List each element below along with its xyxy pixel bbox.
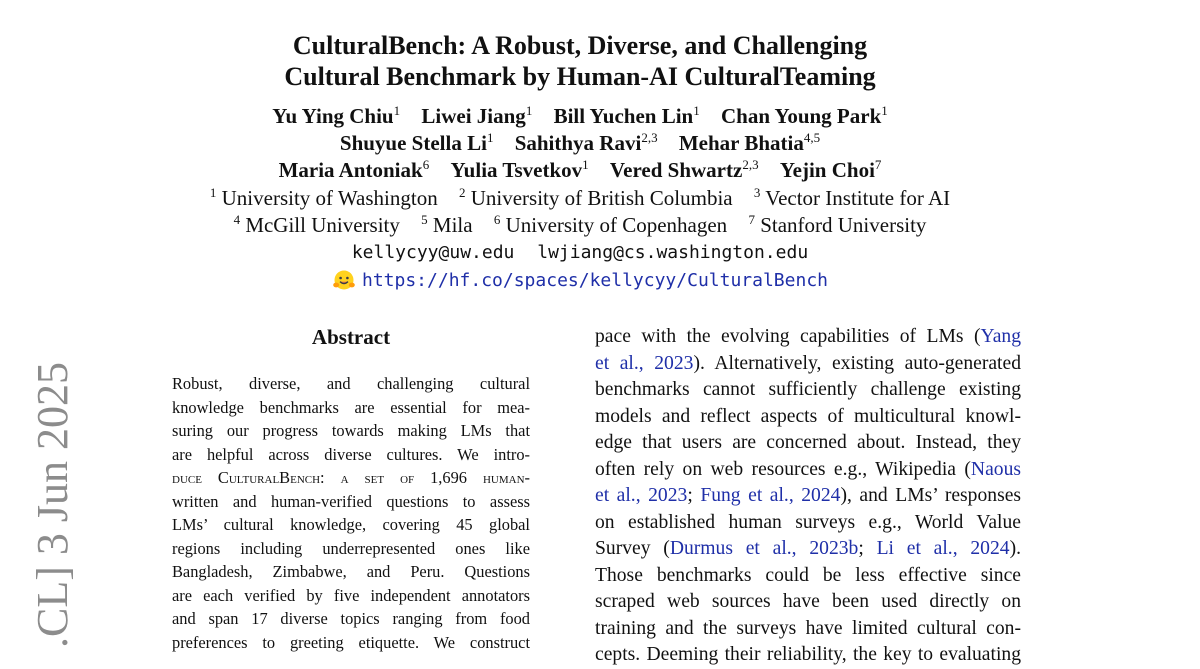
title-line-2: Cultural Benchmark by Human-AI CulturalTeaming [284,62,876,91]
abstract-line: regions including underrepresented ones like [172,538,530,558]
affiliation: $^2$ University of British Columbia [458,185,733,210]
abstract-line: written and human-verified questions to assess [172,491,530,511]
body-line: cepts. Deeming their reliability, the key to evaluating [595,644,1021,665]
contact-emails [0,241,1160,265]
author: Yejin Choi$^7$ [779,157,882,182]
affiliation: $^1$ University of Washington [209,185,438,210]
body-line: pace with the evolving capabilities of LMs (Yang [595,326,1021,347]
author: Mehar Bhatia$^{4,5}$ [678,130,821,155]
abstract-line: Robust, diverse, and challenging cultural [172,374,530,393]
author: Liwei Jiang$^1$ [421,103,533,128]
paper-title [0,30,1160,92]
abstract-line: are helpful across diverse cultures. We intro- [172,444,530,464]
citation-link[interactable]: Fung et al., 2024 [700,485,841,506]
affiliation: $^6$ University of Copenhagen [493,212,728,237]
author-row [0,157,1160,184]
project-url-link[interactable]: https://hf.co/spaces/kellycyy/CulturalBench [362,270,828,291]
affiliation-row [0,212,1160,239]
citation-link[interactable]: et al., 2023 [595,352,694,374]
author-list [0,103,1160,184]
author: Chan Young Park$^1$ [720,103,888,128]
author: Maria Antoniak$^6$ [278,157,430,182]
body-line: models and reflect aspects of multicultural knowl- [595,405,1021,427]
title-line-1: CulturalBench: A Robust, Diverse, and Challenging [292,31,868,60]
abstract-heading: Abstract [311,325,391,349]
body-line: benchmarks cannot sufficiently challenge existing [595,379,1021,400]
body-line: Those benchmarks could be less effective since [595,564,1021,586]
author: Vered Shwartz$^{2,3}$ [609,157,759,182]
body-line: often rely on web resources e.g., Wikipedia (Naous [595,458,1021,480]
citation-link[interactable]: Naous [970,458,1021,480]
citation-link[interactable]: Li et al., 2024 [876,538,1010,559]
body-line: edge that users are concerned about. Instead, they [595,432,1021,453]
arxiv-identifier-stamp: .CL] 3 Jun 2025 [28,362,77,648]
email-link[interactable]: kellycyy@uw.edu [351,242,515,263]
abstract-line: suring our progress towards making LMs that [172,421,530,440]
abstract-line: LMs’ cultural knowledge, covering 45 global [172,515,530,534]
abstract-line: duce CulturalBench: a set of 1,696 human- [172,468,530,487]
abstract-line: Bangladesh, Zimbabwe, and Peru. Questions [172,562,530,581]
abstract-line: preferences to greeting etiquette. We construct [172,632,530,652]
affiliation: $^3$ Vector Institute for AI [753,185,951,210]
abstract-text [172,372,530,654]
abstract-line: knowledge benchmarks are essential for mea- [172,397,530,417]
abstract-line: are each verified by five independent annotators [172,585,530,605]
abstract-line: and span 17 diverse topics ranging from food [172,609,530,628]
affiliation: $^5$ Mila [421,212,473,237]
author: Yu Ying Chiu$^1$ [272,103,401,128]
body-line: scraped web sources have been used directly on [595,591,1021,612]
introduction-text [595,324,1021,669]
author: Sahithya Ravi$^{2,3}$ [514,130,658,155]
affiliation: $^4$ McGill University [233,212,400,237]
author-row [0,130,1160,157]
body-line: Survey (Durmus et al., 2023b; Li et al., 2024). [595,538,1021,559]
citation-link[interactable]: et al., 2023 [595,485,688,506]
body-line: training and the surveys have limited cultural con- [595,617,1021,639]
affiliation-list [0,185,1160,239]
author: Bill Yuchen Lin$^1$ [553,103,700,128]
body-line: et al., 2023). Alternatively, existing auto-generated [595,352,1021,374]
author: Shuyue Stella Li$^1$ [339,130,494,155]
body-line: on established human surveys e.g., World Value [595,511,1021,533]
author: Yulia Tsvetkov$^1$ [450,157,589,182]
email-link[interactable]: lwjiang@cs.washington.edu [537,242,809,263]
citation-link[interactable]: Durmus et al., 2023b [669,538,859,559]
citation-link[interactable]: Yang [980,326,1021,347]
affiliation: $^7$ Stanford University [748,212,927,237]
body-line: et al., 2023; Fung et al., 2024), and LMs’ responses [595,485,1022,506]
project-link-row [0,268,1160,294]
hugging-face-icon [332,268,356,290]
affiliation-row [0,185,1160,212]
author-row [0,103,1160,130]
